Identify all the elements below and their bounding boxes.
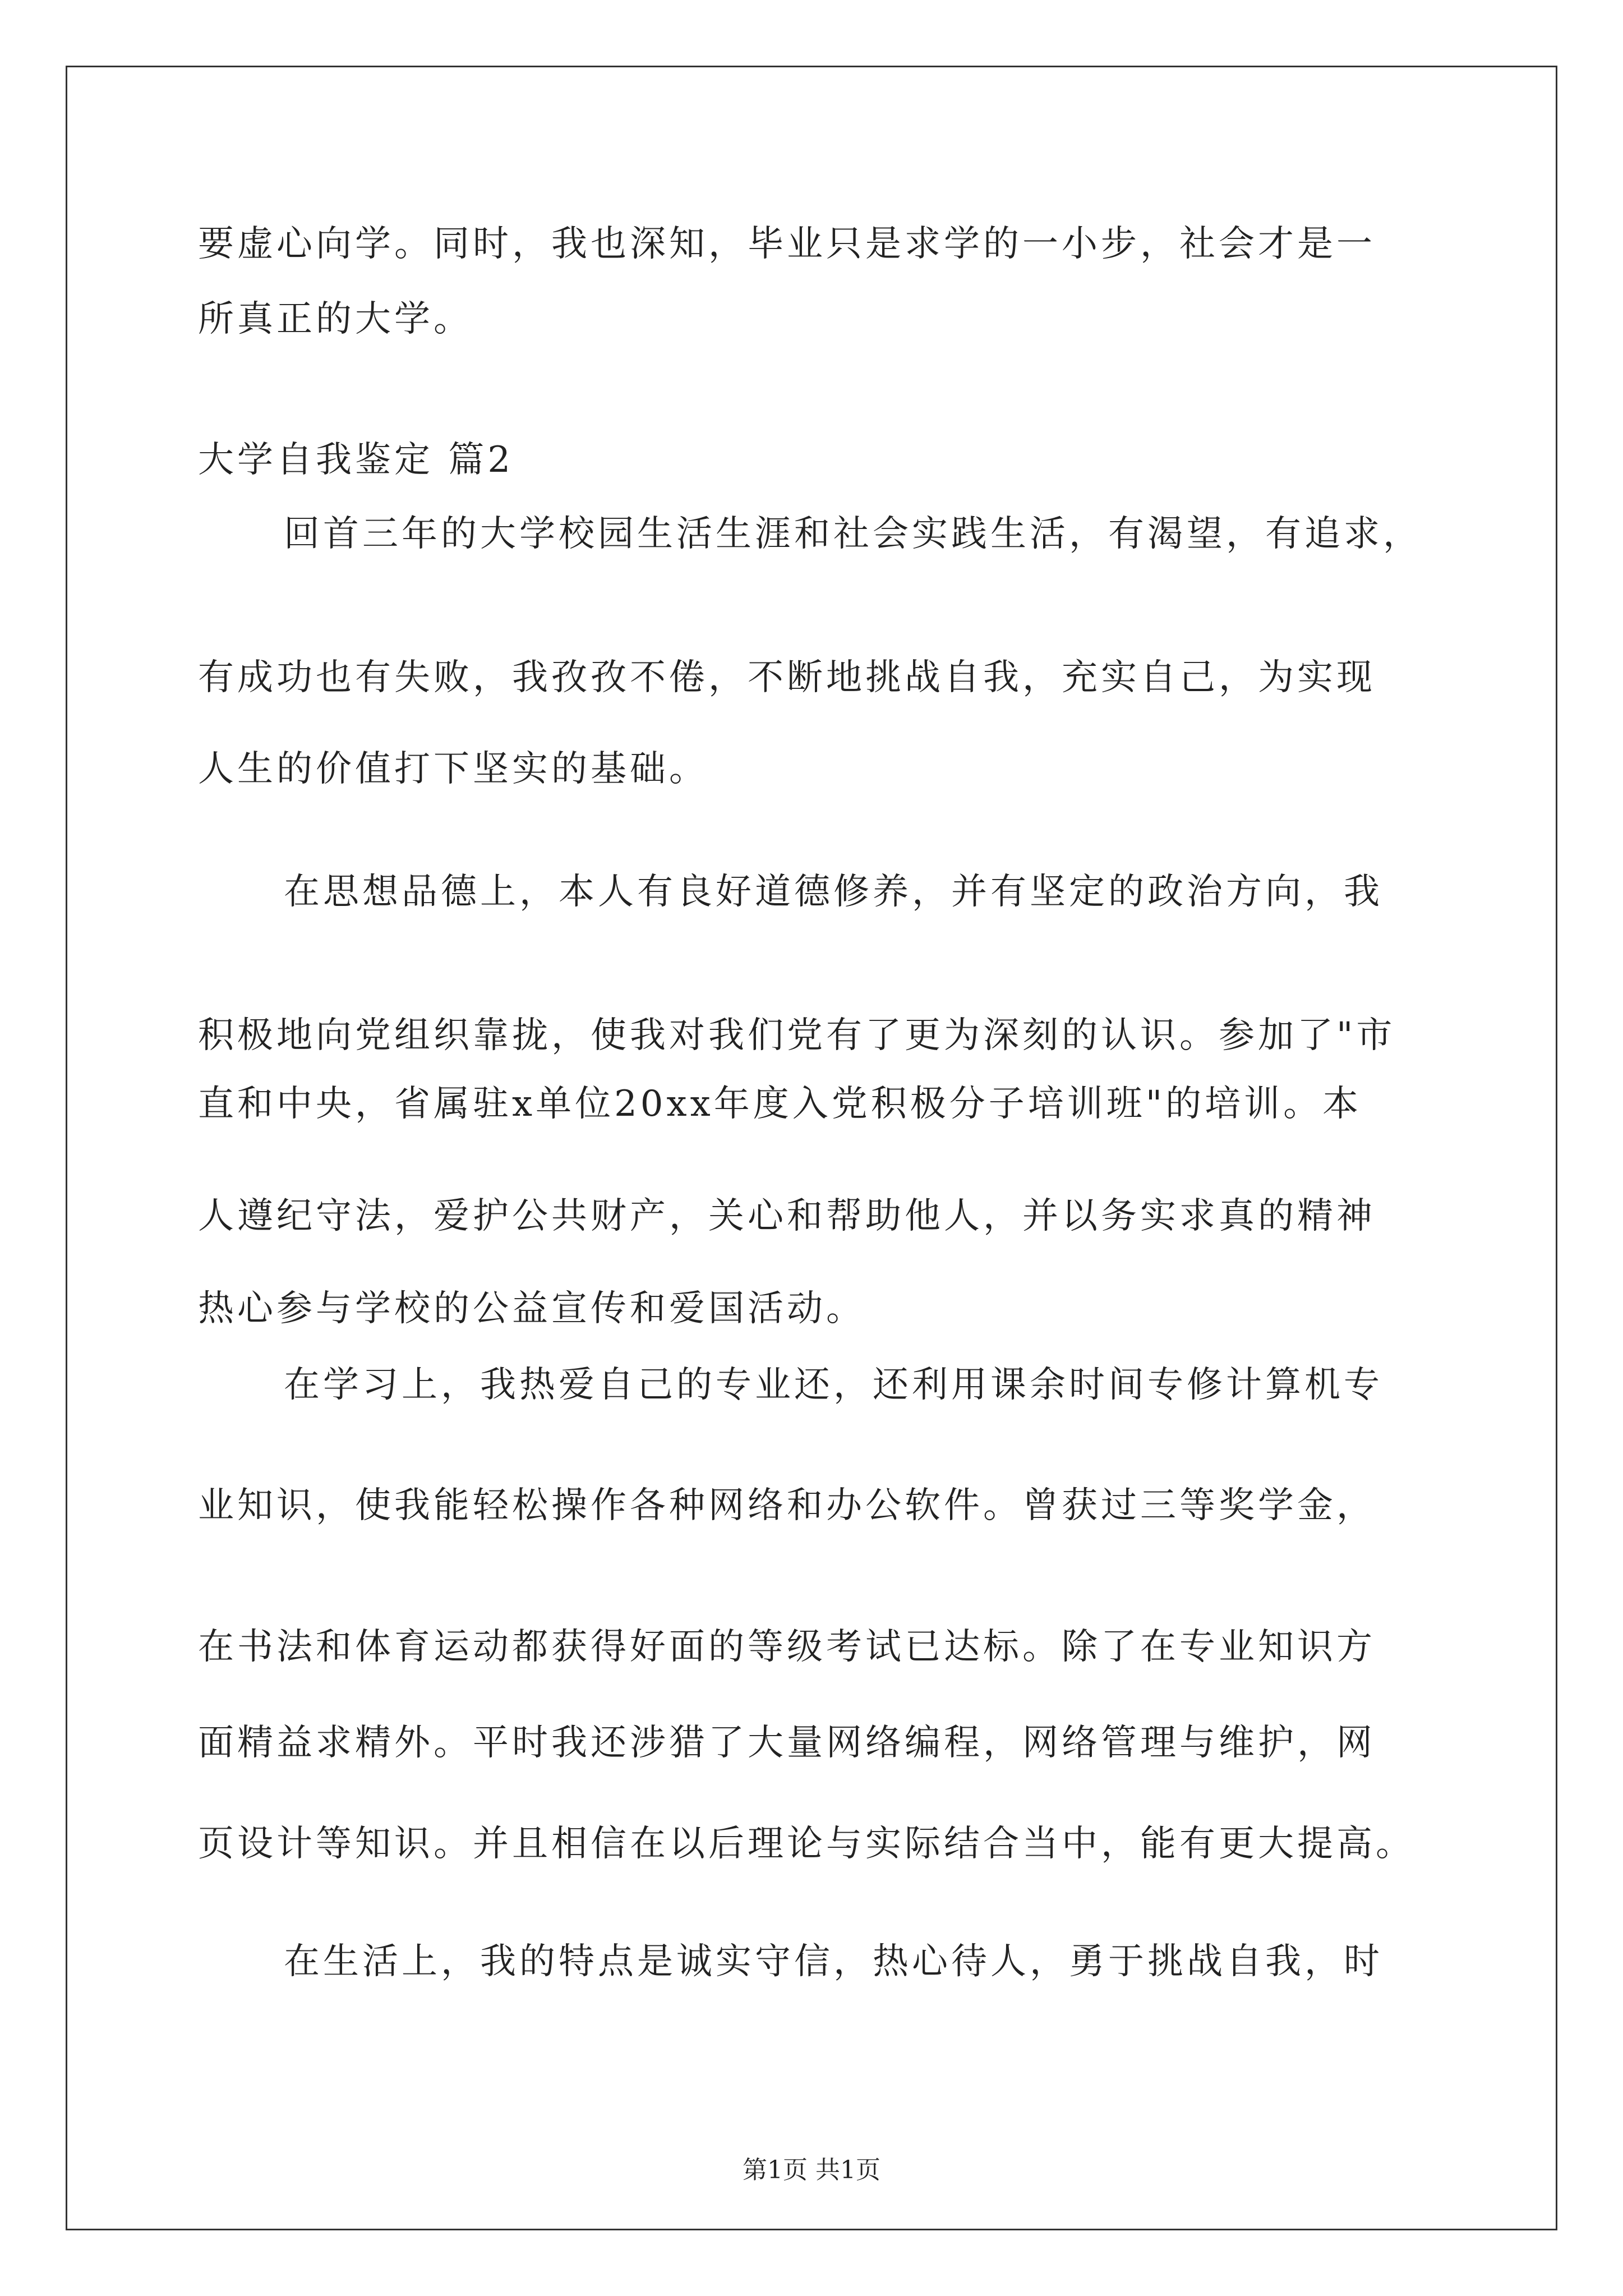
text-line: 在学习上，我热爱自己的专业还，还利用课余时间专修计算机专 — [284, 1364, 1383, 1406]
text-line: 热心参与学校的公益宣传和爱国活动。 — [198, 1288, 865, 1329]
text-line: 页设计等知识。并且相信在以后理论与实际结合当中，能有更大提高。 — [198, 1823, 1415, 1865]
page-border — [66, 66, 1557, 2230]
text-line: 面精益求精外。平时我还涉猎了大量网络编程，网络管理与维护，网 — [198, 1722, 1376, 1764]
page-footer: 第1页 共1页 — [743, 2156, 880, 2184]
text-line: 人生的价值打下坚实的基础。 — [198, 748, 708, 790]
text-line: 直和中央，省属驻x单位20xx年度入党积极分子培训班"的培训。本 — [198, 1083, 1362, 1125]
text-line: 在思想品德上，本人有良好道德修养，并有坚定的政治方向，我 — [284, 871, 1383, 913]
text-line: 所真正的大学。 — [198, 298, 473, 340]
text-line: 有成功也有失败，我孜孜不倦，不断地挑战自我，充实自己，为实现 — [198, 657, 1376, 698]
text-line: 积极地向党组织靠拢，使我对我们党有了更为深刻的认识。参加了"市 — [198, 1015, 1396, 1056]
section-heading: 大学自我鉴定 篇2 — [198, 439, 514, 481]
text-line: 在生活上，我的特点是诚实守信，热心待人，勇于挑战自我，时 — [284, 1941, 1383, 1982]
text-line: 回首三年的大学校园生活生涯和社会实践生活，有渴望，有追求， — [284, 513, 1422, 555]
text-line: 业知识，使我能轻松操作各种网络和办公软件。曾获过三等奖学金， — [198, 1485, 1376, 1526]
text-line: 在书法和体育运动都获得好面的等级考试已达标。除了在专业知识方 — [198, 1626, 1376, 1668]
text-line: 人遵纪守法，爱护公共财产，关心和帮助他人，并以务实求真的精神 — [198, 1195, 1376, 1237]
text-line: 要虚心向学。同时，我也深知，毕业只是求学的一小步，社会才是一 — [198, 223, 1376, 265]
